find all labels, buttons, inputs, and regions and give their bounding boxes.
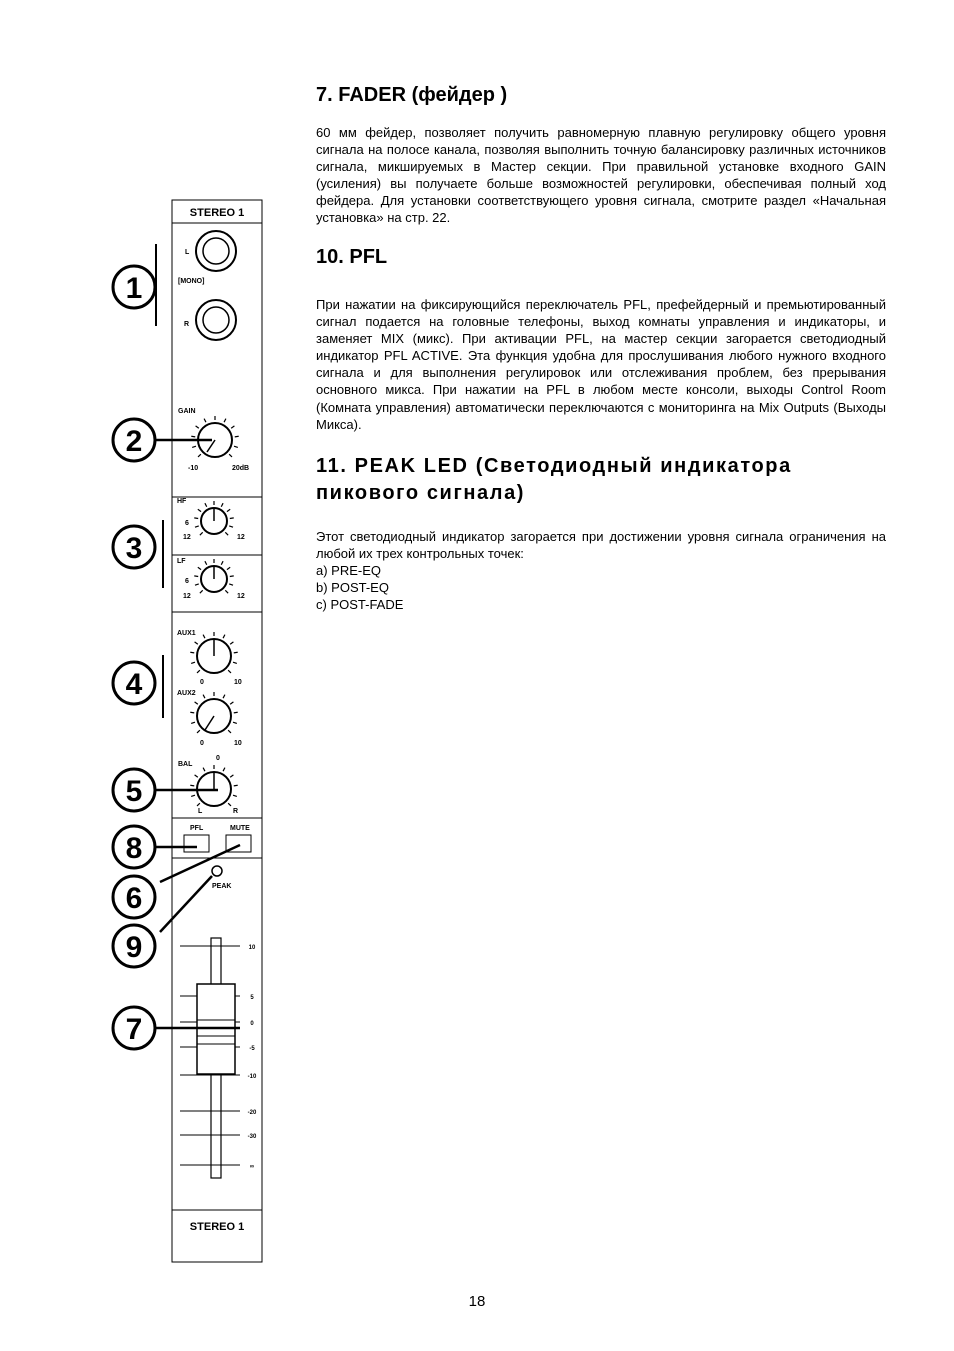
lf-scale-12-r: 12: [237, 593, 245, 600]
peak-list: [316, 562, 886, 613]
aux1-knob[interactable]: [197, 639, 231, 673]
fader-body: 60 мм фейдер, позволяет получить равномерную плавную регулировку общего уровня сигнала на полосе канала, позволяя выполнить точную балансировку различных источников сигнала, микшируемых в Мастер секции. При правильной установке входного GAIN (усиления) вы получаете больше возможностей регулировки, обеспечивая полный ход фейдера. Для установки соответствующего уровня сигнала, смотрите раздел «Начальная установка» на стр. 22.: [316, 125, 886, 226]
svg-text:4: 4: [125, 668, 143, 701]
jack-r-label: R: [184, 321, 190, 328]
svg-text:9: 9: [125, 931, 143, 964]
fader-scale-label: 0: [250, 1021, 254, 1027]
pfl-button[interactable]: [184, 835, 209, 852]
aux2-knob[interactable]: [197, 699, 231, 733]
svg-text:3: 3: [125, 532, 143, 565]
jack-l[interactable]: [196, 231, 236, 271]
svg-text:1: 1: [125, 272, 143, 305]
peak-body: Этот светодиодный индикатор загорается при достижении уровня сигнала ограничения на любой их трех контрольных точек:: [316, 529, 886, 562]
callout-5: [113, 769, 155, 811]
callout-7: [113, 1007, 155, 1049]
peak-led: [212, 866, 222, 876]
aux1-min: 0: [200, 679, 204, 686]
peak-label: PEAK: [212, 883, 232, 890]
svg-text:2: 2: [125, 425, 143, 458]
fader-scale-label: -5: [249, 1046, 255, 1052]
svg-text:7: 7: [125, 1013, 143, 1046]
fader-scale-label: 5: [250, 995, 254, 1001]
callout-8: [113, 826, 155, 868]
aux2-max: 10: [234, 740, 242, 747]
bal-l: L: [198, 808, 203, 815]
aux2-label: AUX2: [177, 690, 196, 697]
pfl-label: PFL: [190, 825, 204, 832]
pfl-body: При нажатии на фиксирующийся переключатель PFL, префейдерный и премьютированный сигнал подается на головные телефоны, выход комнаты управления и индикаторы, и заменяет MIX (микс). При активации PFL, на мастер секции загорается светодиодный индикатор PFL ACTIVE. Эта функция удобна для прослушивания любого нужного входного сигнала и для выполнения регулировок или отслеживания проблем, без прерывания основного микса. При нажатии на PFL в любом месте консоли, выходы Control Room (Комната управления) автоматически переключаются с мониторинга на Mix Outputs (Выходы Микса).: [316, 297, 886, 432]
lf-scale-12: 12: [183, 593, 191, 600]
jack-r[interactable]: [196, 300, 236, 340]
callout-1: [113, 266, 155, 308]
fader-scale-label: -10: [247, 1074, 257, 1080]
callout-6: [113, 876, 155, 918]
hf-scale-6: 6: [185, 520, 189, 527]
page-number: 18: [468, 1293, 486, 1310]
fader-scale-label: -20: [247, 1110, 257, 1116]
pfl-title: 10. PFL: [316, 246, 388, 268]
hf-scale-12-r: 12: [237, 534, 245, 541]
list-item: c) POST-FADE: [316, 597, 404, 613]
hf-knob[interactable]: [201, 508, 227, 534]
channel-strip-diagram: [0, 0, 300, 1351]
aux1-label: AUX1: [177, 630, 196, 637]
svg-text:8: 8: [125, 832, 143, 865]
fader-scale-label: ∞: [249, 1164, 255, 1170]
bal-center: 0: [216, 755, 220, 762]
fader-scale-label: 10: [248, 945, 256, 951]
svg-text:6: 6: [125, 882, 143, 915]
jack-l-label: L: [185, 249, 190, 256]
peak-title: 11. PEAK LED (Светодиодный индикатора пикового сигнала): [316, 455, 792, 504]
aux1-max: 10: [234, 679, 242, 686]
bal-r: R: [233, 808, 239, 815]
gain-label: GAIN: [178, 408, 196, 415]
svg-text:5: 5: [125, 775, 143, 808]
bal-label: BAL: [178, 761, 193, 768]
callout-4: [113, 662, 155, 704]
section-peak: [316, 453, 886, 613]
jack-mono-label: [MONO]: [178, 278, 205, 285]
list-item: a) PRE-EQ: [316, 563, 382, 579]
callout-3: [113, 526, 155, 568]
strip-title-bottom: STEREO 1: [189, 1221, 245, 1233]
fader-title: 7. FADER (фейдер ): [316, 84, 508, 106]
callout-2: [113, 419, 155, 461]
aux2-min: 0: [200, 740, 204, 747]
hf-scale-12: 12: [183, 534, 191, 541]
hf-label: HF: [177, 498, 187, 505]
mute-label: MUTE: [230, 825, 250, 832]
lf-knob[interactable]: [201, 566, 227, 592]
list-item: b) POST-EQ: [316, 580, 389, 596]
callout-9: [113, 925, 155, 967]
gain-min-label: -10: [188, 465, 199, 472]
lf-scale-6: 6: [185, 578, 189, 585]
lf-label: LF: [177, 558, 186, 565]
section-pfl: [316, 244, 886, 433]
fader-scale-label: -30: [247, 1134, 257, 1140]
strip-title-top: STEREO 1: [189, 207, 245, 219]
section-fader: [316, 82, 886, 227]
gain-max-label: 20dB: [232, 465, 250, 472]
